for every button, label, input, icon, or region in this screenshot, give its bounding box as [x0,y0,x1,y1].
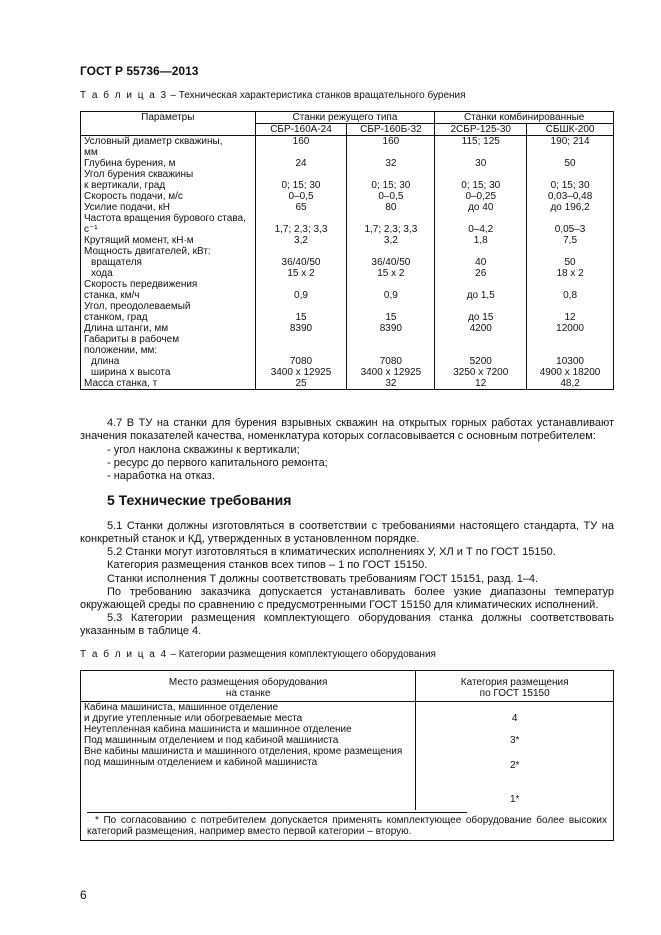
paragraph-5-1: 5.1 Станки должны изготовляться в соответствии с требованиями настоящего стандарта, ТУ на конкретный станок и КД, утвержденных в установленном порядке. [80,520,614,545]
value-cell [435,147,527,158]
value-cell: 65 [255,202,347,213]
paragraph-5-2d: По требованию заказчика допускается устанавливать более узкие диапазоны температур окружающей среды по сравнению с предусмотренными ГОСТ 15150 для климатических исполнений. [80,586,614,611]
param-cell: Габариты в рабочем [81,334,256,345]
value-cell: 12 [527,312,614,323]
paragraph-5-2: 5.2 Станки могут изготовляться в климатических исполнениях У, ХЛ и Т по ГОСТ 15150. [107,546,556,558]
value-cell: 0–0,25 [435,191,527,202]
value-cell: 0,03–0,48 [527,191,614,202]
value-cell: 160 [255,136,347,148]
value-cell [527,345,614,356]
paragraph-5-2b: Категория размещения станков всех типов – 1 по ГОСТ 15150. [107,559,428,571]
table-row [81,378,614,390]
value-cell: 3,2 [255,235,347,246]
param-cell: Глубина бурения, м [81,158,256,169]
table-row [81,345,614,356]
value-cell: 0,9 [347,290,435,301]
value-cell: до 196,2 [527,202,614,213]
value-cell [255,246,347,257]
value-cell [347,169,435,180]
value-cell [255,345,347,356]
param-cell: Масса станка, т [81,378,256,390]
value-cell: 115; 125 [435,136,527,148]
value-cell: 7080 [347,356,435,367]
value-cell: 0,8 [527,290,614,301]
value-cell: 30 [435,158,527,169]
value-cell [347,213,435,224]
paragraph-4-7: 4.7 В ТУ на станки для бурения взрывных скважин на открытых горных работах устанавливают значения показателей качества, номенклатура которых согласовывается с основным потребителем: [80,417,614,442]
value-cell [255,213,347,224]
value-cell [347,334,435,345]
value-cell: 160 [347,136,435,148]
value-cell: 48,2 [527,378,614,390]
value-cell: 0; 15; 30 [255,180,347,191]
param-cell: Усилие подачи, кН [81,202,256,213]
value-cell: до 1,5 [435,290,527,301]
param-cell: Скорость передвижения [81,279,256,290]
table-row [81,235,614,246]
value-cell: 10300 [527,356,614,367]
value-cell: 3,2 [347,235,435,246]
value-cell: 12000 [527,323,614,334]
value-cell: 0; 15; 30 [435,180,527,191]
footnote-cell [81,810,614,841]
param-cell: вращателя [81,257,256,268]
value-cell [435,169,527,180]
bullet-item: - ресурс до первого капитального ремонта; [107,457,328,469]
header-model: СБР-160А-24 [255,124,347,136]
header-group-combined: Станки комбинированные [435,112,614,124]
table-row [81,224,614,235]
table-row [81,202,614,213]
table-row [81,301,614,312]
value-cell [347,301,435,312]
value-cell: 0; 15; 30 [347,180,435,191]
table-row [81,147,614,158]
value-cell: 50 [527,158,614,169]
page-number: 6 [80,888,87,902]
header-place: Место размещения оборудования на станке [81,671,416,702]
value-cell: 36/40/50 [347,257,435,268]
value-cell [255,301,347,312]
value-cell [255,279,347,290]
param-cell: Мощность двигателей, кВт: [81,246,256,257]
table-row [81,158,614,169]
value-cell: 8390 [347,323,435,334]
table-row [81,279,614,290]
value-cell [527,279,614,290]
value-cell [255,169,347,180]
value-cell: 0,05–3 [527,224,614,235]
table-3 [80,111,614,390]
header-model: 2СБР-125-30 [435,124,527,136]
table-row [81,323,614,334]
value-cell: 50 [527,257,614,268]
param-cell: станка, км/ч [81,290,256,301]
table-row [81,169,614,180]
value-cell: 1,8 [435,235,527,246]
value-cell [435,213,527,224]
value-cell [527,147,614,158]
table-row [81,290,614,301]
value-cell [435,279,527,290]
param-cell: Длина штанги, мм [81,323,256,334]
value-cell [527,301,614,312]
value-cell: до 15 [435,312,527,323]
table-4 [80,670,614,841]
header-model: СБШК-200 [527,124,614,136]
param-cell: к вертикали, град [81,180,256,191]
value-cell: 0,9 [255,290,347,301]
value-cell [527,246,614,257]
param-cell: Угол, преодолеваемый [81,301,256,312]
table-row [81,367,614,378]
param-cell: Скорость подачи, м/с [81,191,256,202]
value-cell: 15 [347,312,435,323]
value-cell: 4900 х 18200 [527,367,614,378]
value-cell [347,279,435,290]
table-row [81,246,614,257]
value-cell [527,169,614,180]
value-cell: до 40 [435,202,527,213]
document-header: ГОСТ Р 55736—2013 [80,64,199,78]
value-cell: 1,7; 2,3; 3,3 [255,224,347,235]
param-cell: мм [81,147,256,158]
value-cell: 32 [347,158,435,169]
header-params: Параметры [81,112,256,136]
table-row [81,257,614,268]
param-cell: Крутящий момент, кН·м [81,235,256,246]
table-row [81,312,614,323]
value-cell: 0–0,5 [255,191,347,202]
value-cell: 18 х 2 [527,268,614,279]
value-cell: 7,5 [527,235,614,246]
value-cell: 190; 214 [527,136,614,148]
value-cell [435,334,527,345]
table-row [81,136,614,148]
value-cell: 7080 [255,356,347,367]
value-cell: 15 [255,312,347,323]
value-cell: 36/40/50 [255,257,347,268]
value-cell: 25 [255,378,347,390]
value-cell: 0–4,2 [435,224,527,235]
value-cell: 26 [435,268,527,279]
header-category: Категория размещения по ГОСТ 15150 [416,671,614,702]
value-cell [255,147,347,158]
value-cell: 32 [347,378,435,390]
value-cell [435,301,527,312]
value-cell [347,147,435,158]
param-cell: с⁻¹ [81,224,256,235]
value-cell: 3400 х 12925 [255,367,347,378]
value-cell: 3250 х 7200 [435,367,527,378]
value-cell [255,334,347,345]
value-cell [527,334,614,345]
footnote: * По согласованию с потребителем допускается применять комплектующее оборудование более высоких категорий размещения, например вместо первой категории – вторую. [87,815,607,837]
value-cell: 15 х 2 [347,268,435,279]
section-5-title: 5 Технические требования [107,492,292,508]
param-cell: станком, град [81,312,256,323]
bullet-item: - наработка на отказ. [107,470,215,482]
value-cell [527,213,614,224]
header-model: СБР-160Б-32 [347,124,435,136]
category-column: 4 3* 2* 1* [416,702,614,811]
value-cell: 12 [435,378,527,390]
param-cell: Частота вращения бурового става, [81,213,256,224]
value-cell [347,246,435,257]
table4-caption: Т а б л и ц а 4 – Категории размещения комплектующего оборудования [80,649,436,660]
value-cell: 80 [347,202,435,213]
value-cell [347,345,435,356]
value-cell: 24 [255,158,347,169]
value-cell: 0–0,5 [347,191,435,202]
value-cell: 40 [435,257,527,268]
param-cell: ширина х высота [81,367,256,378]
param-cell: положении, мм: [81,345,256,356]
table-row [81,191,614,202]
place-column: Кабина машиниста, машинное отделение и другие утепленные или обогреваемые места Неутепленная кабина машиниста и машинное отделение Под машинным отделением и под кабиной машиниста Вне кабины машиниста и машинного отделения, кроме размещения под машинным отделением и кабиной машиниста [81,702,416,811]
paragraph-5-2c: Станки исполнения Т должны соответствовать требованиям ГОСТ 15151, разд. 1–4. [107,573,539,585]
table3-caption: Т а б л и ц а 3 – Техническая характеристика станков вращательного бурения [80,90,466,101]
bullet-item: - угол наклона скважины к вертикали; [107,444,300,456]
value-cell: 3400 х 12925 [347,367,435,378]
value-cell: 0; 15; 30 [527,180,614,191]
value-cell: 8390 [255,323,347,334]
table-row [81,268,614,279]
param-cell: длина [81,356,256,367]
value-cell: 4200 [435,323,527,334]
value-cell: 5200 [435,356,527,367]
table-row [81,356,614,367]
table-row [81,334,614,345]
bullet-list [107,444,641,483]
table-row [81,180,614,191]
value-cell: 15 х 2 [255,268,347,279]
value-cell [435,345,527,356]
param-cell: Условный диаметр скважины, [81,136,256,148]
paragraph-5-3: 5.3 Категории размещения комплектующего оборудования станка должны соответствовать указанным в таблице 4. [80,612,614,637]
param-cell: Угол бурения скважины [81,169,256,180]
table-row [81,213,614,224]
param-cell: хода [81,268,256,279]
value-cell [435,246,527,257]
value-cell: 1,7; 2,3; 3,3 [347,224,435,235]
header-group-cutting: Станки режущего типа [255,112,435,124]
